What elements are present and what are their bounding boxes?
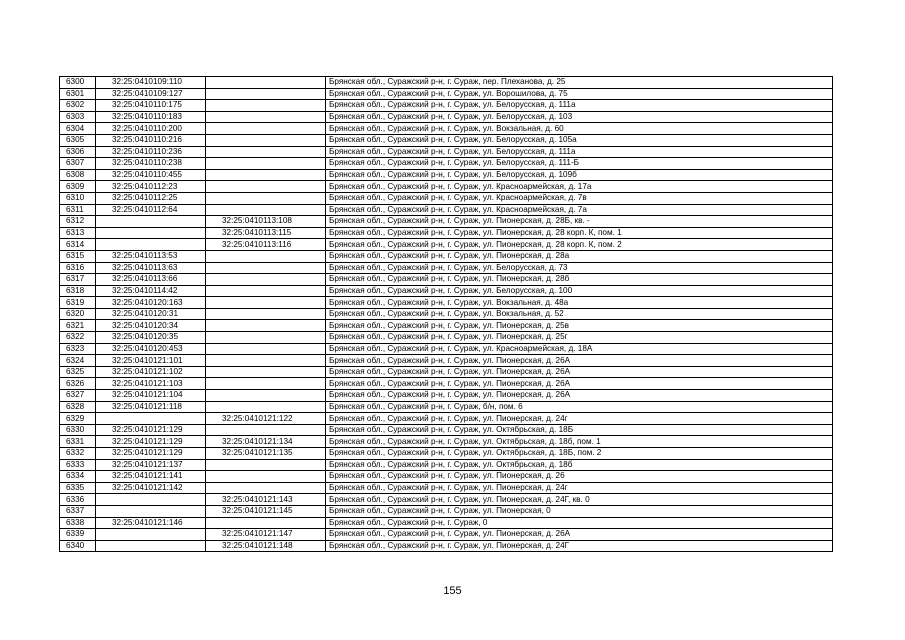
address-cell: Брянская обл., Суражский р-н, г. Сураж, ул. Красноармейская, д. 7а: [326, 204, 833, 216]
table-row: [60, 332, 833, 344]
row-number-cell: 6327: [60, 390, 96, 402]
linked-cadastral-number-cell: 32:25:0410121:134: [206, 436, 326, 448]
table-row: [60, 529, 833, 541]
address-cell: Брянская обл., Суражский р-н, г. Сураж, ул. Пионерская, д. 26А: [326, 390, 833, 402]
table-row: [60, 77, 833, 89]
row-number-cell: 6331: [60, 436, 96, 448]
address-cell: Брянская обл., Суражский р-н, г. Сураж, ул. Октябрьская, д. 18б, пом. 1: [326, 436, 833, 448]
row-number-cell: 6305: [60, 134, 96, 146]
row-number-cell: 6317: [60, 274, 96, 286]
linked-cadastral-number-cell: [206, 181, 326, 193]
table-row: [60, 355, 833, 367]
address-cell: Брянская обл., Суражский р-н, г. Сураж, ул. Пионерская, д. 25в: [326, 320, 833, 332]
table-row: [60, 111, 833, 123]
linked-cadastral-number-cell: [206, 355, 326, 367]
row-number-cell: 6333: [60, 459, 96, 471]
row-number-cell: 6321: [60, 320, 96, 332]
linked-cadastral-number-cell: [206, 517, 326, 529]
cadastral-number-cell: [96, 529, 206, 541]
table-row: [60, 181, 833, 193]
row-number-cell: 6334: [60, 471, 96, 483]
table-row: [60, 169, 833, 181]
address-cell: Брянская обл., Суражский р-н, г. Сураж, ул. Красноармейская, д. 7в: [326, 192, 833, 204]
row-number-cell: 6303: [60, 111, 96, 123]
linked-cadastral-number-cell: [206, 146, 326, 158]
linked-cadastral-number-cell: [206, 169, 326, 181]
row-number-cell: 6339: [60, 529, 96, 541]
linked-cadastral-number-cell: 32:25:0410121:143: [206, 494, 326, 506]
address-cell: Брянская обл., Суражский р-н, г. Сураж, ул. Белорусская, д. 73: [326, 262, 833, 274]
table-row: [60, 216, 833, 228]
cadastral-number-cell: 32:25:0410121:146: [96, 517, 206, 529]
address-cell: Брянская обл., Суражский р-н, г. Сураж, ул. Октябрьская, д. 18б: [326, 459, 833, 471]
linked-cadastral-number-cell: [206, 100, 326, 112]
row-number-cell: 6316: [60, 262, 96, 274]
table-row: [60, 471, 833, 483]
row-number-cell: 6308: [60, 169, 96, 181]
linked-cadastral-number-cell: 32:25:0410121:147: [206, 529, 326, 541]
linked-cadastral-number-cell: 32:25:0410113:115: [206, 227, 326, 239]
linked-cadastral-number-cell: [206, 482, 326, 494]
cadastral-number-cell: 32:25:0410120:453: [96, 343, 206, 355]
linked-cadastral-number-cell: [206, 343, 326, 355]
table-row: [60, 517, 833, 529]
cadastral-number-cell: 32:25:0410113:63: [96, 262, 206, 274]
linked-cadastral-number-cell: [206, 88, 326, 100]
table-body: [60, 77, 833, 552]
address-cell: Брянская обл., Суражский р-н, г. Сураж, ул. Пионерская, д. 28б: [326, 274, 833, 286]
cadastral-number-cell: [96, 413, 206, 425]
cadastral-number-cell: [96, 540, 206, 552]
cadastral-number-cell: 32:25:0410109:127: [96, 88, 206, 100]
linked-cadastral-number-cell: [206, 262, 326, 274]
address-cell: Брянская обл., Суражский р-н, г. Сураж, б/н, пом. 6: [326, 401, 833, 413]
linked-cadastral-number-cell: [206, 274, 326, 286]
linked-cadastral-number-cell: [206, 134, 326, 146]
address-cell: Брянская обл., Суражский р-н, г. Сураж, ул. Белорусская, д. 111-Б: [326, 158, 833, 170]
address-cell: Брянская обл., Суражский р-н, г. Сураж, ул. Пионерская, д. 26: [326, 471, 833, 483]
cadastral-number-cell: 32:25:0410110:216: [96, 134, 206, 146]
row-number-cell: 6323: [60, 343, 96, 355]
address-cell: Брянская обл., Суражский р-н, г. Сураж, ул. Пионерская, д. 28а: [326, 250, 833, 262]
address-cell: Брянская обл., Суражский р-н, г. Сураж, ул. Пионерская, д. 26А: [326, 378, 833, 390]
row-number-cell: 6329: [60, 413, 96, 425]
row-number-cell: 6301: [60, 88, 96, 100]
cadastral-number-cell: 32:25:0410120:34: [96, 320, 206, 332]
row-number-cell: 6314: [60, 239, 96, 251]
linked-cadastral-number-cell: [206, 308, 326, 320]
cadastral-number-cell: 32:25:0410110:455: [96, 169, 206, 181]
address-cell: Брянская обл., Суражский р-н, г. Сураж, ул. Красноармейская, д. 17а: [326, 181, 833, 193]
cadastral-number-cell: 32:25:0410121:142: [96, 482, 206, 494]
table-row: [60, 100, 833, 112]
table-row: [60, 250, 833, 262]
table-row: [60, 459, 833, 471]
table-row: [60, 390, 833, 402]
property-table: [59, 76, 833, 552]
linked-cadastral-number-cell: [206, 123, 326, 135]
cadastral-number-cell: 32:25:0410121:118: [96, 401, 206, 413]
linked-cadastral-number-cell: [206, 77, 326, 89]
table-row: [60, 505, 833, 517]
table-row: [60, 436, 833, 448]
cadastral-number-cell: 32:25:0410112:25: [96, 192, 206, 204]
table-row: [60, 320, 833, 332]
table-row: [60, 343, 833, 355]
address-cell: Брянская обл., Суражский р-н, г. Сураж, пер. Плеханова, д. 25: [326, 77, 833, 89]
address-cell: Брянская обл., Суражский р-н, г. Сураж, ул. Белорусская, д. 103: [326, 111, 833, 123]
address-cell: Брянская обл., Суражский р-н, г. Сураж, ул. Пионерская, 0: [326, 505, 833, 517]
address-cell: Брянская обл., Суражский р-н, г. Сураж, ул. Вокзальная, д. 48а: [326, 297, 833, 309]
cadastral-number-cell: 32:25:0410112:23: [96, 181, 206, 193]
table-row: [60, 424, 833, 436]
cadastral-number-cell: 32:25:0410121:102: [96, 366, 206, 378]
address-cell: Брянская обл., Суражский р-н, г. Сураж, ул. Пионерская, д. 28 корп. К, пом. 1: [326, 227, 833, 239]
address-cell: Брянская обл., Суражский р-н, г. Сураж, 0: [326, 517, 833, 529]
cadastral-number-cell: [96, 505, 206, 517]
linked-cadastral-number-cell: [206, 158, 326, 170]
cadastral-number-cell: 32:25:0410110:238: [96, 158, 206, 170]
table-row: [60, 123, 833, 135]
table-row: [60, 413, 833, 425]
linked-cadastral-number-cell: [206, 297, 326, 309]
cadastral-number-cell: [96, 227, 206, 239]
page-number: 155: [443, 585, 462, 597]
table-row: [60, 401, 833, 413]
cadastral-number-cell: [96, 239, 206, 251]
cadastral-number-cell: 32:25:0410121:129: [96, 436, 206, 448]
linked-cadastral-number-cell: [206, 332, 326, 344]
table-row: [60, 297, 833, 309]
linked-cadastral-number-cell: 32:25:0410113:116: [206, 239, 326, 251]
row-number-cell: 6300: [60, 77, 96, 89]
table-row: [60, 204, 833, 216]
table-row: [60, 274, 833, 286]
table-row: [60, 448, 833, 460]
linked-cadastral-number-cell: [206, 401, 326, 413]
table-row: [60, 192, 833, 204]
cadastral-number-cell: 32:25:0410120:35: [96, 332, 206, 344]
linked-cadastral-number-cell: 32:25:0410113:108: [206, 216, 326, 228]
cadastral-number-cell: 32:25:0410110:175: [96, 100, 206, 112]
address-cell: Брянская обл., Суражский р-н, г. Сураж, ул. Пионерская, д. 28 корп. К, пом. 2: [326, 239, 833, 251]
table-row: [60, 494, 833, 506]
table-row: [60, 482, 833, 494]
cadastral-number-cell: 32:25:0410110:183: [96, 111, 206, 123]
address-cell: Брянская обл., Суражский р-н, г. Сураж, ул. Вокзальная, д. 60: [326, 123, 833, 135]
cadastral-number-cell: 32:25:0410121:103: [96, 378, 206, 390]
address-cell: Брянская обл., Суражский р-н, г. Сураж, ул. Октябрьская, д. 18Б: [326, 424, 833, 436]
linked-cadastral-number-cell: [206, 285, 326, 297]
row-number-cell: 6324: [60, 355, 96, 367]
row-number-cell: 6318: [60, 285, 96, 297]
cadastral-number-cell: 32:25:0410121:101: [96, 355, 206, 367]
cadastral-number-cell: 32:25:0410113:53: [96, 250, 206, 262]
cadastral-number-cell: 32:25:0410110:200: [96, 123, 206, 135]
address-cell: Брянская обл., Суражский р-н, г. Сураж, ул. Пионерская, д. 24Г: [326, 540, 833, 552]
linked-cadastral-number-cell: 32:25:0410121:135: [206, 448, 326, 460]
row-number-cell: 6336: [60, 494, 96, 506]
row-number-cell: 6312: [60, 216, 96, 228]
address-cell: Брянская обл., Суражский р-н, г. Сураж, ул. Красноармейская, д. 18А: [326, 343, 833, 355]
row-number-cell: 6315: [60, 250, 96, 262]
table-row: [60, 134, 833, 146]
row-number-cell: 6319: [60, 297, 96, 309]
linked-cadastral-number-cell: 32:25:0410121:145: [206, 505, 326, 517]
row-number-cell: 6338: [60, 517, 96, 529]
address-cell: Брянская обл., Суражский р-н, г. Сураж, ул. Пионерская, д. 26А: [326, 366, 833, 378]
row-number-cell: 6309: [60, 181, 96, 193]
linked-cadastral-number-cell: [206, 192, 326, 204]
cadastral-number-cell: 32:25:0410113:66: [96, 274, 206, 286]
row-number-cell: 6304: [60, 123, 96, 135]
table-row: [60, 378, 833, 390]
cadastral-number-cell: 32:25:0410121:137: [96, 459, 206, 471]
linked-cadastral-number-cell: [206, 390, 326, 402]
cadastral-number-cell: [96, 216, 206, 228]
linked-cadastral-number-cell: 32:25:0410121:148: [206, 540, 326, 552]
table-row: [60, 146, 833, 158]
table-row: [60, 239, 833, 251]
row-number-cell: 6332: [60, 448, 96, 460]
address-cell: Брянская обл., Суражский р-н, г. Сураж, ул. Белорусская, д. 100: [326, 285, 833, 297]
row-number-cell: 6337: [60, 505, 96, 517]
linked-cadastral-number-cell: [206, 111, 326, 123]
row-number-cell: 6340: [60, 540, 96, 552]
cadastral-number-cell: 32:25:0410110:236: [96, 146, 206, 158]
row-number-cell: 6335: [60, 482, 96, 494]
address-cell: Брянская обл., Суражский р-н, г. Сураж, ул. Белорусская, д. 109б: [326, 169, 833, 181]
linked-cadastral-number-cell: [206, 424, 326, 436]
row-number-cell: 6326: [60, 378, 96, 390]
address-cell: Брянская обл., Суражский р-н, г. Сураж, ул. Пионерская, д. 24г: [326, 482, 833, 494]
address-cell: Брянская обл., Суражский р-н, г. Сураж, ул. Пионерская, д. 25г: [326, 332, 833, 344]
cadastral-number-cell: 32:25:0410120:31: [96, 308, 206, 320]
row-number-cell: 6302: [60, 100, 96, 112]
row-number-cell: 6330: [60, 424, 96, 436]
address-cell: Брянская обл., Суражский р-н, г. Сураж, ул. Ворошилова, д. 75: [326, 88, 833, 100]
linked-cadastral-number-cell: [206, 366, 326, 378]
row-number-cell: 6320: [60, 308, 96, 320]
cadastral-number-cell: 32:25:0410121:129: [96, 448, 206, 460]
table-row: [60, 88, 833, 100]
address-cell: Брянская обл., Суражский р-н, г. Сураж, ул. Пионерская, д. 24г: [326, 413, 833, 425]
cadastral-number-cell: 32:25:0410109:110: [96, 77, 206, 89]
row-number-cell: 6307: [60, 158, 96, 170]
table-row: [60, 540, 833, 552]
row-number-cell: 6328: [60, 401, 96, 413]
table-row: [60, 262, 833, 274]
row-number-cell: 6310: [60, 192, 96, 204]
row-number-cell: 6306: [60, 146, 96, 158]
linked-cadastral-number-cell: 32:25:0410121:122: [206, 413, 326, 425]
linked-cadastral-number-cell: [206, 471, 326, 483]
linked-cadastral-number-cell: [206, 378, 326, 390]
cadastral-number-cell: 32:25:0410121:104: [96, 390, 206, 402]
address-cell: Брянская обл., Суражский р-н, г. Сураж, ул. Октябрьская, д. 18Б, пом. 2: [326, 448, 833, 460]
address-cell: Брянская обл., Суражский р-н, г. Сураж, ул. Пионерская, д. 26А: [326, 529, 833, 541]
table-row: [60, 366, 833, 378]
cadastral-number-cell: 32:25:0410120:163: [96, 297, 206, 309]
address-cell: Брянская обл., Суражский р-н, г. Сураж, ул. Белорусская, д. 111а: [326, 146, 833, 158]
row-number-cell: 6325: [60, 366, 96, 378]
table-row: [60, 308, 833, 320]
linked-cadastral-number-cell: [206, 250, 326, 262]
address-cell: Брянская обл., Суражский р-н, г. Сураж, ул. Пионерская, д. 24Г, кв. 0: [326, 494, 833, 506]
cadastral-number-cell: 32:25:0410114:42: [96, 285, 206, 297]
row-number-cell: 6311: [60, 204, 96, 216]
cadastral-number-cell: 32:25:0410121:129: [96, 424, 206, 436]
linked-cadastral-number-cell: [206, 320, 326, 332]
cadastral-number-cell: 32:25:0410121:141: [96, 471, 206, 483]
row-number-cell: 6322: [60, 332, 96, 344]
address-cell: Брянская обл., Суражский р-н, г. Сураж, ул. Белорусская, д. 111а: [326, 100, 833, 112]
table-row: [60, 285, 833, 297]
linked-cadastral-number-cell: [206, 459, 326, 471]
cadastral-number-cell: 32:25:0410112:64: [96, 204, 206, 216]
row-number-cell: 6313: [60, 227, 96, 239]
address-cell: Брянская обл., Суражский р-н, г. Сураж, ул. Вокзальная, д. 52: [326, 308, 833, 320]
linked-cadastral-number-cell: [206, 204, 326, 216]
cadastral-number-cell: [96, 494, 206, 506]
document-table-container: [59, 76, 832, 552]
table-row: [60, 227, 833, 239]
address-cell: Брянская обл., Суражский р-н, г. Сураж, ул. Пионерская, д. 28Б, кв. -: [326, 216, 833, 228]
address-cell: Брянская обл., Суражский р-н, г. Сураж, ул. Белорусская, д. 105а: [326, 134, 833, 146]
table-row: [60, 158, 833, 170]
address-cell: Брянская обл., Суражский р-н, г. Сураж, ул. Пионерская, д. 26А: [326, 355, 833, 367]
